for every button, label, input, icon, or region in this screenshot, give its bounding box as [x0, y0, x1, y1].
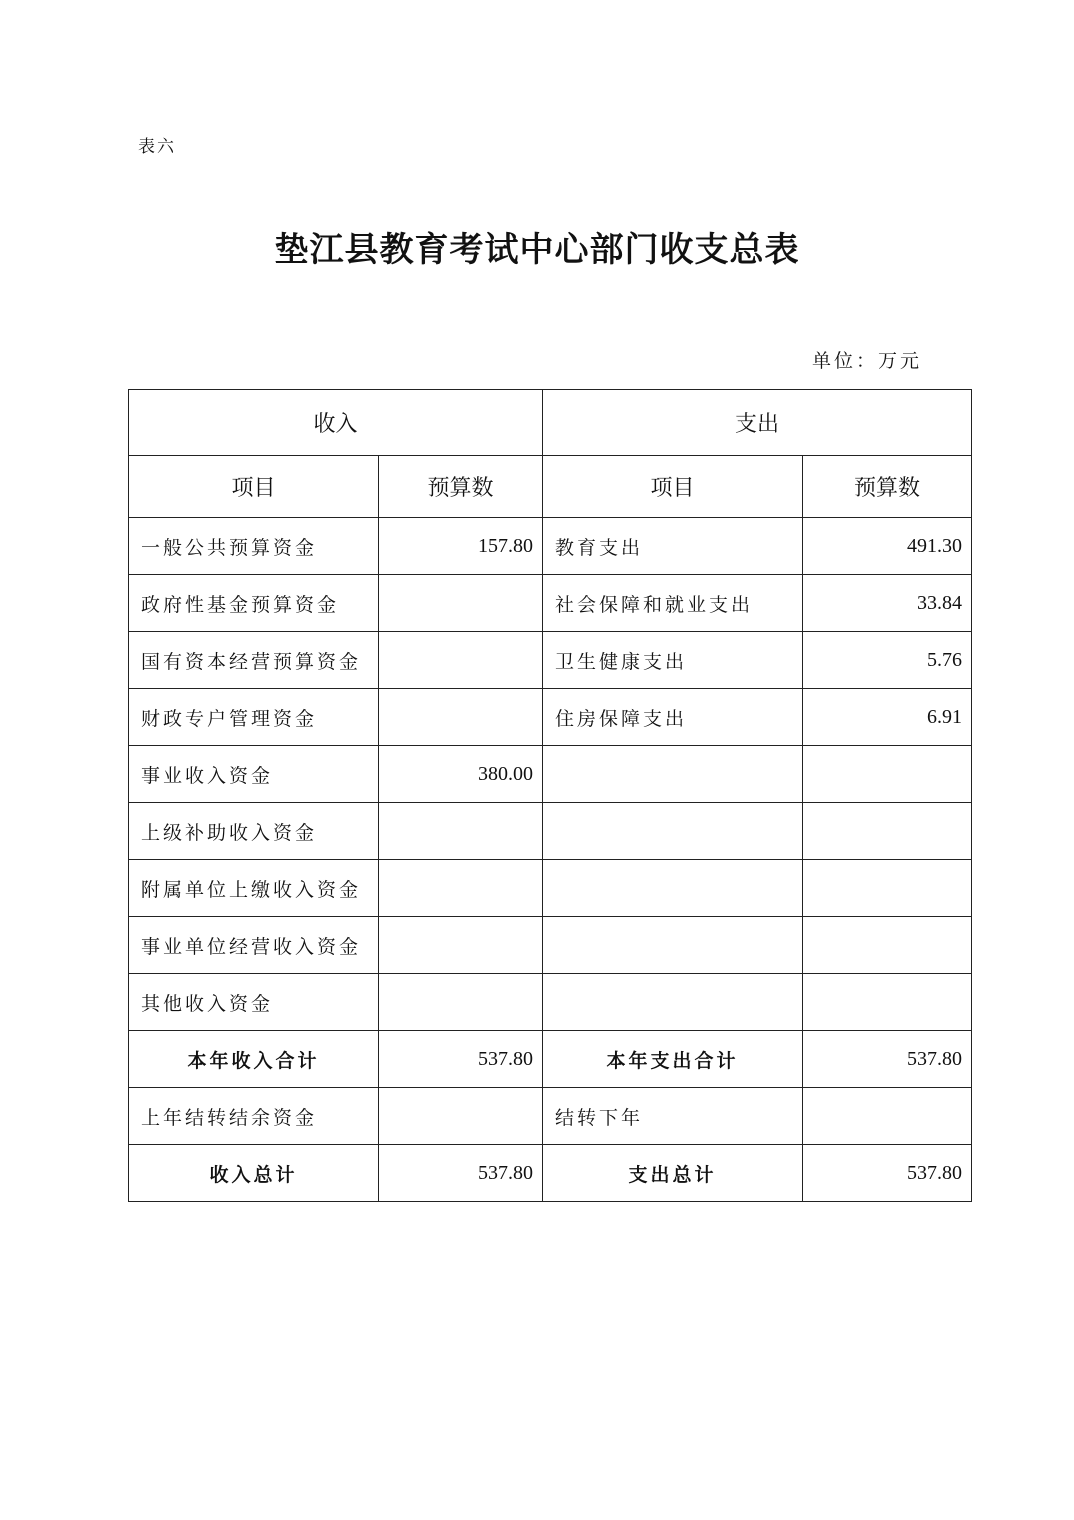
unit-label: 单位：万元: [812, 350, 923, 372]
table-total-row: [129, 1031, 972, 1088]
table-row: [129, 974, 972, 1031]
income-amount-cell: [379, 1088, 543, 1145]
expense-item-header: 项目: [543, 456, 803, 518]
income-amount-cell: 380.00: [379, 746, 543, 803]
income-item-cell: 财政专户管理资金: [129, 689, 379, 746]
expense-amount-cell: 6.91: [803, 689, 972, 746]
income-item-header: 项目: [129, 456, 379, 518]
expense-item-cell: [543, 860, 803, 917]
table-row: [129, 917, 972, 974]
income-item-cell: 国有资本经营预算资金: [129, 632, 379, 689]
page-title: 垫江县教育考试中心部门收支总表: [274, 230, 800, 270]
table-body: [129, 518, 972, 1202]
income-item-cell: 政府性基金预算资金: [129, 575, 379, 632]
income-amount-cell: [379, 632, 543, 689]
income-item-cell: 附属单位上缴收入资金: [129, 860, 379, 917]
income-item-cell: 上级补助收入资金: [129, 803, 379, 860]
table-number-label: 表六: [138, 137, 176, 157]
income-item-cell: 收入总计: [129, 1145, 379, 1202]
expense-item-cell: [543, 974, 803, 1031]
expense-item-cell: [543, 746, 803, 803]
expense-item-cell: 卫生健康支出: [543, 632, 803, 689]
income-amount-cell: [379, 803, 543, 860]
expense-amount-cell: [803, 1088, 972, 1145]
table-row: [129, 575, 972, 632]
income-item-cell: 事业收入资金: [129, 746, 379, 803]
income-amount-header: 预算数: [379, 456, 543, 518]
expense-item-cell: 支出总计: [543, 1145, 803, 1202]
income-amount-cell: 537.80: [379, 1031, 543, 1088]
income-amount-cell: [379, 689, 543, 746]
expense-amount-cell: [803, 860, 972, 917]
table-row: [129, 518, 972, 575]
expense-amount-cell: 5.76: [803, 632, 972, 689]
income-amount-cell: [379, 917, 543, 974]
expense-item-cell: 教育支出: [543, 518, 803, 575]
table-total-row: [129, 1145, 972, 1202]
group-header-row: [129, 390, 972, 456]
expense-item-cell: 社会保障和就业支出: [543, 575, 803, 632]
expense-amount-cell: [803, 974, 972, 1031]
income-amount-cell: 537.80: [379, 1145, 543, 1202]
table-row: [129, 1088, 972, 1145]
expense-amount-cell: [803, 917, 972, 974]
expense-amount-cell: [803, 746, 972, 803]
income-amount-cell: 157.80: [379, 518, 543, 575]
column-header-row: [129, 456, 972, 518]
expense-item-cell: [543, 917, 803, 974]
table-row: [129, 803, 972, 860]
expense-amount-cell: 537.80: [803, 1145, 972, 1202]
income-amount-cell: [379, 974, 543, 1031]
expense-amount-header: 预算数: [803, 456, 972, 518]
income-amount-cell: [379, 575, 543, 632]
expense-amount-cell: 537.80: [803, 1031, 972, 1088]
expense-item-cell: 结转下年: [543, 1088, 803, 1145]
expense-amount-cell: [803, 803, 972, 860]
table-row: [129, 746, 972, 803]
table-row: [129, 632, 972, 689]
table-row: [129, 689, 972, 746]
expense-item-cell: 住房保障支出: [543, 689, 803, 746]
income-amount-cell: [379, 860, 543, 917]
expense-group-header: 支出: [543, 390, 972, 456]
expense-item-cell: [543, 803, 803, 860]
expense-item-cell: 本年支出合计: [543, 1031, 803, 1088]
expense-amount-cell: 491.30: [803, 518, 972, 575]
income-item-cell: 一般公共预算资金: [129, 518, 379, 575]
expense-amount-cell: 33.84: [803, 575, 972, 632]
income-item-cell: 本年收入合计: [129, 1031, 379, 1088]
income-item-cell: 上年结转结余资金: [129, 1088, 379, 1145]
income-group-header: 收入: [129, 390, 543, 456]
income-item-cell: 其他收入资金: [129, 974, 379, 1031]
income-item-cell: 事业单位经营收入资金: [129, 917, 379, 974]
table-row: [129, 860, 972, 917]
budget-summary-table: [128, 389, 972, 1202]
